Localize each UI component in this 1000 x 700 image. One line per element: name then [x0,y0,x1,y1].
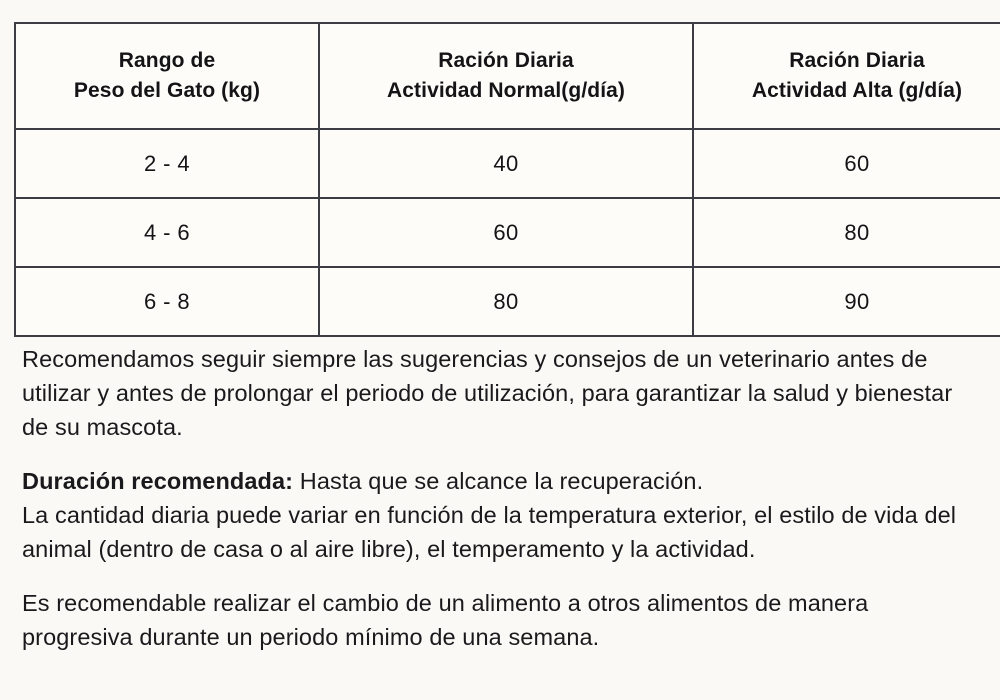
duration-label: Duración recomendada: [22,468,294,494]
column-header-normal-activity-line1: Ración Diaria [438,49,574,73]
column-header-weight-range-line2: Peso del Gato (kg) [73,79,261,102]
table-row [15,198,1000,267]
column-header-normal-activity [319,23,693,129]
cell-weight-range: 6 - 8 [15,267,319,336]
cell-high-activity: 80 [693,198,1000,267]
column-header-weight-range [15,23,319,129]
table-header [15,23,1000,129]
table-row [15,267,1000,336]
column-header-high-activity-line2: Actividad Alta (g/día) [751,79,963,102]
column-header-weight-range-line1: Rango de [118,49,216,73]
table-header-row [15,23,1000,129]
notes-section [22,342,974,654]
note-veterinarian-advice: Recomendamos seguir siempre las sugerencias y consejos de un veterinario antes de utilizar y antes de prolongar el periodo de utilización, para garantizar la salud y bienestar de su mascota. [22,346,953,440]
note-daily-amount-variation: La cantidad diaria puede variar en función de la temperatura exterior, el estilo de vida del animal (dentro de casa o al aire libre), el temperamento y la actividad. [22,502,957,562]
note-progressive-food-change: Es recomendable realizar el cambio de un alimento a otros alimentos de manera progresiva durante un periodo mínimo de una semana. [22,590,869,650]
cell-normal-activity: 80 [319,267,693,336]
cell-high-activity: 60 [693,129,1000,198]
cell-weight-range: 4 - 6 [15,198,319,267]
table-body [15,129,1000,336]
table-row [15,129,1000,198]
column-header-high-activity-line1: Ración Diaria [789,49,925,73]
cell-weight-range: 2 - 4 [15,129,319,198]
cell-high-activity: 90 [693,267,1000,336]
note-recommended-duration [22,464,974,498]
column-header-normal-activity-line2: Actividad Normal(g/día) [387,79,625,102]
cell-normal-activity: 60 [319,198,693,267]
feeding-ration-table [14,22,1000,337]
cell-normal-activity: 40 [319,129,693,198]
column-header-high-activity [693,23,1000,129]
duration-value: Hasta que se alcance la recuperación. [293,468,704,494]
